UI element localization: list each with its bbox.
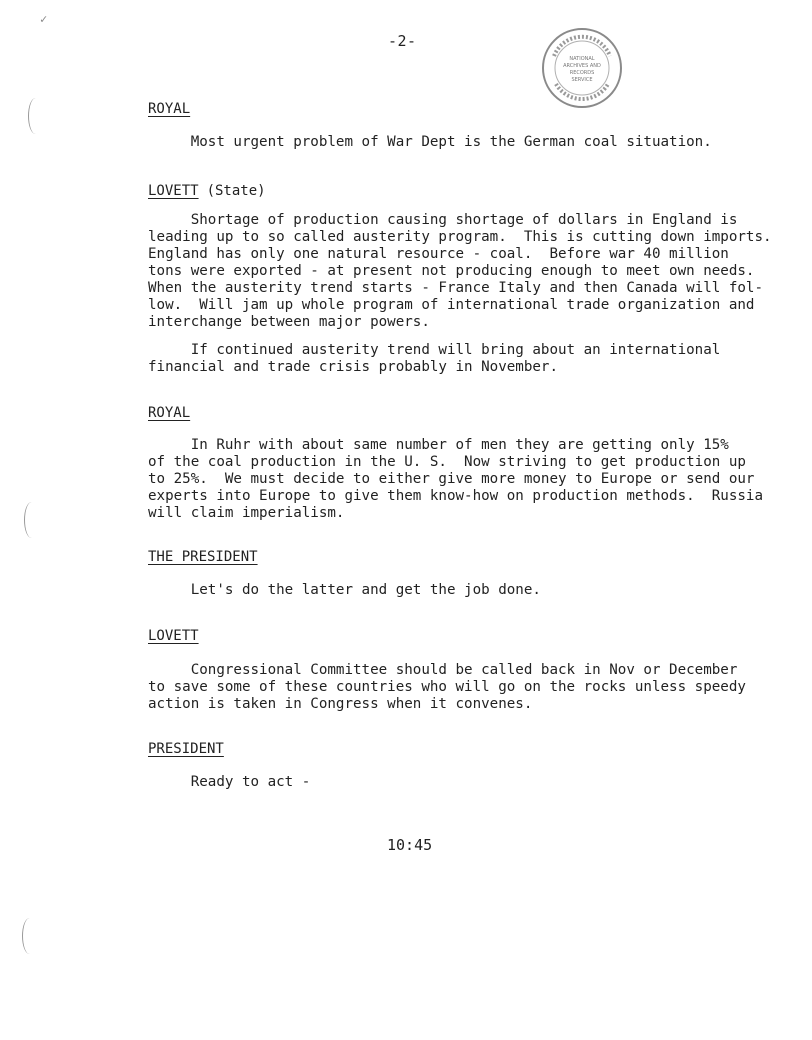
speaker-label [148,183,266,199]
speaker-label: THE PRESIDENT [148,549,258,565]
speech-paragraph: Shortage of production causing shortage of dollars in England is leading up to so called austerity program. This is cutting down imports. England has only one natural resource - coal. Before war 40 million tons were exported - at present not producing enough to meet own needs. When the austerity trend starts - France Italy and then Canada will fol- low. Will jam up whole program of international trade organization and interchange between major powers. [148,212,772,330]
margin-mark: ✓ [40,12,48,26]
speech-paragraph: If continued austerity trend will bring about an international financial and trade crisis probably in November. [148,342,721,375]
speaker-label: ROYAL [148,101,191,117]
time-stamp: 10:45 [387,836,433,854]
speech-paragraph: Let's do the latter and get the job done. [148,582,541,598]
speech-paragraph: Ready to act - [148,774,311,790]
hole-punch-mark [28,98,43,134]
svg-text:RECORDS: RECORDS [569,70,595,76]
svg-text:ARCHIVES AND: ARCHIVES AND [563,63,601,69]
svg-text:SERVICE: SERVICE [571,77,593,83]
hole-punch-mark [24,502,39,538]
speech-paragraph: Congressional Committee should be called back in Nov or December to save some of these countries who will go on the rocks unless speedy action is taken in Congress when it convenes. [148,662,746,712]
speaker-label: LOVETT [148,628,199,644]
speaker-label: PRESIDENT [148,741,224,757]
speaker-label: ROYAL [148,405,191,421]
hole-punch-mark [22,918,37,954]
page-number: -2- [388,32,417,50]
speech-paragraph: In Ruhr with about same number of men they are getting only 15% of the coal production in the U. S. Now striving to get production up to 25%. We must decide to either give more money to Europe or send our experts into Europe to give them know-how on production methods. Russia will claim imperialism. [148,437,763,521]
speech-paragraph: Most urgent problem of War Dept is the German coal situation. [148,134,712,150]
archive-stamp [540,26,624,110]
speaker-name: LOVETT [148,183,199,199]
svg-text:NATIONAL: NATIONAL [569,56,595,62]
speaker-affiliation: (State) [206,183,266,199]
